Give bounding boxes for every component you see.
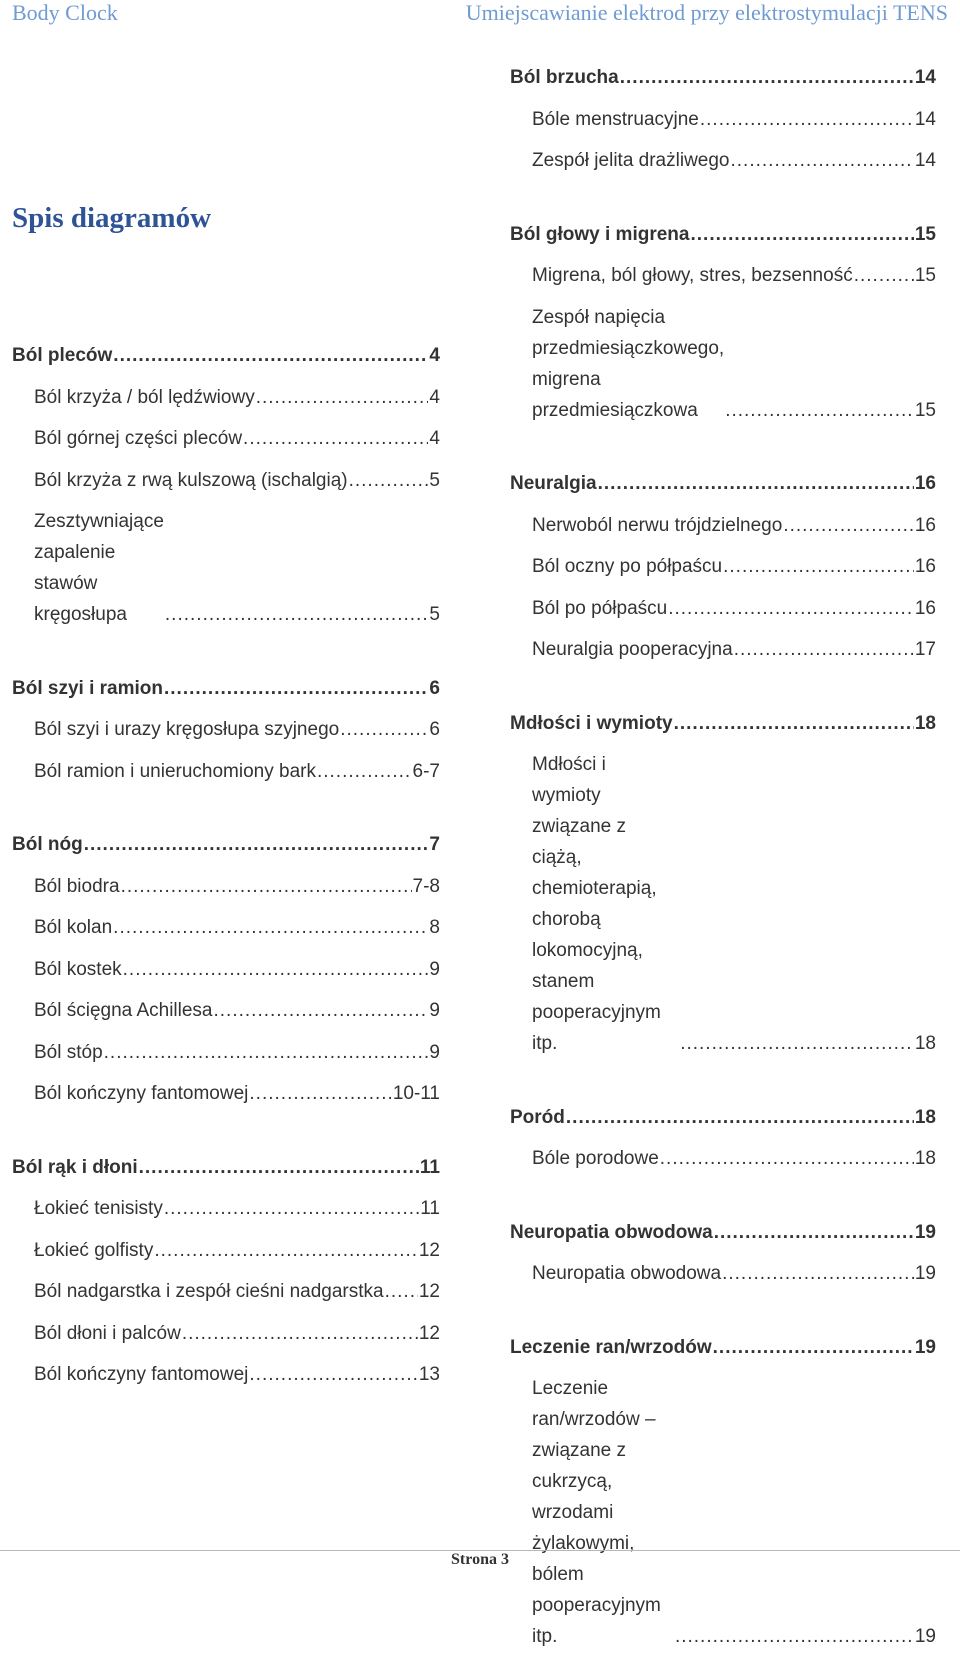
leader-dots <box>714 1217 914 1248</box>
toc-section-neck-shoulder-pain <box>12 673 440 787</box>
toc-entry-label: Ból kostek <box>34 958 122 980</box>
toc-section-wound-healing <box>510 1332 936 1653</box>
toc-entry[interactable] <box>12 954 440 985</box>
leader-dots <box>113 340 428 371</box>
toc-page-number: 5 <box>429 604 440 625</box>
page-number-label: Strona 3 <box>451 1551 509 1568</box>
leader-dots <box>598 468 914 499</box>
toc-entry[interactable] <box>510 634 936 665</box>
toc-page-number: 13 <box>418 1364 440 1385</box>
toc-entry-label: Łokieć golfisty <box>34 1239 154 1261</box>
leader-dots <box>249 1078 391 1109</box>
toc-entry-label: Leczenie ran/wrzodów – związane z cukrzycą, wrzodami żylakowymi, bólem pooperacyjnym itp. <box>532 1378 661 1647</box>
toc-entry-label: Ból kończyny fantomowej <box>34 1083 249 1104</box>
toc-entry-label: Ból rąk i dłoni <box>12 1156 138 1178</box>
toc-heading-entry[interactable] <box>12 673 440 704</box>
toc-page-number: 18 <box>914 1148 936 1169</box>
leader-dots <box>164 673 428 704</box>
toc-page-number: 18 <box>914 1106 936 1128</box>
header-left-title: Body Clock <box>12 0 118 25</box>
toc-entry-label: Ból kolan <box>34 917 113 938</box>
toc-entry[interactable] <box>510 593 936 624</box>
toc-page-number: 19 <box>914 1626 936 1647</box>
leader-dots <box>164 1193 419 1224</box>
toc-entry[interactable] <box>510 104 936 135</box>
toc-entry[interactable] <box>12 1078 440 1109</box>
toc-entry-label: Ból oczny po półpaścu <box>532 556 723 577</box>
leader-dots <box>734 634 914 665</box>
toc-entry[interactable] <box>12 1276 440 1307</box>
toc-section-neuralgia <box>510 468 936 665</box>
toc-page-number: 15 <box>914 399 936 421</box>
leader-dots <box>722 1258 914 1289</box>
toc-heading-entry[interactable] <box>12 1152 440 1183</box>
toc-entry-label: Ból głowy i migrena <box>510 223 690 245</box>
toc-page-number: 6 <box>429 719 440 740</box>
toc-entry[interactable] <box>510 145 936 176</box>
page-title: Spis diagramów <box>12 202 212 234</box>
toc-page-number: 5 <box>429 469 440 491</box>
toc-entry[interactable] <box>510 1258 936 1289</box>
toc-entry-label: Ból kończyny fantomowej <box>34 1364 249 1385</box>
toc-page-number: 16 <box>914 556 936 577</box>
toc-entry[interactable] <box>12 871 440 902</box>
toc-entry-label: Neuralgia <box>510 473 597 494</box>
leader-dots <box>182 1318 418 1349</box>
toc-entry-label: Ból krzyża z rwą kulszową (ischalgią) <box>34 469 348 491</box>
leader-dots <box>674 708 914 739</box>
toc-page-number: 7 <box>429 834 440 855</box>
leader-dots <box>139 1152 419 1183</box>
toc-entry-label: Ból pleców <box>12 345 113 366</box>
leader-dots <box>680 1028 914 1059</box>
toc-page-number: 14 <box>914 108 936 130</box>
toc-entry[interactable] <box>12 423 440 454</box>
page-footer <box>0 1550 960 1569</box>
toc-section-back-pain <box>12 340 440 630</box>
toc-entry-label: Ból brzucha <box>510 67 619 88</box>
toc-entry-label: Ból ramion i unieruchomiony bark <box>34 760 316 782</box>
toc-left-column <box>12 340 440 1401</box>
toc-page-number: 15 <box>914 265 936 286</box>
toc-entry[interactable] <box>510 1143 936 1174</box>
toc-entry[interactable] <box>12 1359 440 1390</box>
toc-page-number: 12 <box>418 1322 440 1344</box>
leader-dots <box>725 395 914 426</box>
toc-heading-entry[interactable] <box>510 62 936 93</box>
leader-dots <box>566 1102 914 1133</box>
toc-page-number: 6-7 <box>412 760 440 782</box>
toc-entry-label: Poród <box>510 1106 565 1128</box>
toc-entry-label: Łokieć tenisisty <box>34 1198 163 1219</box>
toc-page-number: 9 <box>429 1041 440 1063</box>
toc-entry-label: Ból stóp <box>34 1041 103 1063</box>
document-header <box>0 0 960 36</box>
toc-page-number: 4 <box>429 345 440 366</box>
toc-page-number: 16 <box>914 597 936 619</box>
leader-dots <box>317 756 412 787</box>
header-right-title: Umiejscawianie elektrod przy elektrostymulacji TENS <box>465 0 948 25</box>
toc-entry-label: Neuropatia obwodowa <box>510 1221 713 1243</box>
toc-page-number: 4 <box>429 428 440 449</box>
toc-heading-entry[interactable] <box>510 708 936 739</box>
toc-section-headache-migraine <box>510 219 936 426</box>
toc-page-number: 19 <box>914 1336 936 1358</box>
toc-entry[interactable] <box>12 1193 440 1224</box>
toc-entry-label: Ból krzyża / ból lędźwiowy <box>34 386 255 408</box>
toc-section-hand-pain <box>12 1152 440 1391</box>
toc-heading-entry[interactable] <box>510 1332 936 1363</box>
toc-page-number: 16 <box>914 514 936 536</box>
leader-dots <box>256 382 429 413</box>
toc-entry-label: Zespół napięcia przedmiesiączkowego, migrena przedmiesiączkowa <box>532 306 725 421</box>
toc-entry[interactable] <box>510 510 936 541</box>
toc-page-number: 14 <box>914 150 936 171</box>
toc-right-column <box>510 62 936 1663</box>
leader-dots <box>104 1037 429 1068</box>
toc-heading-entry[interactable] <box>12 340 440 371</box>
toc-entry[interactable] <box>12 465 440 496</box>
leader-dots <box>154 1235 418 1266</box>
leader-dots <box>713 1332 914 1363</box>
toc-page-number: 12 <box>418 1239 440 1261</box>
toc-entry[interactable] <box>12 1318 440 1349</box>
toc-entry-label: Bóle porodowe <box>532 1148 659 1169</box>
toc-entry-label: Ból nadgarstka i zespół cieśni nadgarstka <box>34 1281 384 1302</box>
leader-dots <box>660 1143 914 1174</box>
leader-dots <box>723 551 914 582</box>
toc-heading-entry[interactable] <box>510 468 936 499</box>
leader-dots <box>349 465 429 496</box>
toc-page-number: 18 <box>914 712 936 734</box>
toc-entry-label: Nerwoból nerwu trójdzielnego <box>532 514 783 536</box>
toc-entry-label: Neuropatia obwodowa <box>532 1263 722 1284</box>
toc-entry-label: Ból szyi i ramion <box>12 677 163 699</box>
leader-dots <box>385 1276 418 1307</box>
toc-entry[interactable] <box>510 302 936 426</box>
toc-entry[interactable] <box>12 714 440 745</box>
leader-dots <box>700 104 914 135</box>
toc-page-number: 17 <box>914 639 936 660</box>
toc-page-number: 11 <box>420 1198 440 1219</box>
toc-entry[interactable] <box>510 1373 936 1652</box>
toc-entry[interactable] <box>12 1235 440 1266</box>
toc-entry[interactable] <box>12 756 440 787</box>
leader-dots <box>123 954 429 985</box>
toc-page-number: 11 <box>419 1156 440 1178</box>
leader-dots <box>340 714 428 745</box>
leader-dots <box>668 593 914 624</box>
toc-page-number: 12 <box>418 1281 440 1302</box>
toc-section-childbirth <box>510 1102 936 1175</box>
toc-entry-label: Migrena, ból głowy, stres, bezsenność <box>532 265 853 286</box>
toc-entry-label: Zesztywniające zapalenie stawów kręgosłupa <box>34 511 164 625</box>
toc-page-number: 7-8 <box>412 875 440 897</box>
toc-page-number: 8 <box>429 917 440 938</box>
toc-entry-label: Mdłości i wymioty związane z ciążą, chemioterapią, chorobą lokomocyjną, stanem pooperacyjnym itp. <box>532 754 661 1054</box>
leader-dots <box>84 829 429 860</box>
leader-dots <box>854 260 914 291</box>
toc-section-nausea-vomiting <box>510 708 936 1060</box>
toc-page-number: 10-11 <box>392 1083 440 1104</box>
leader-dots <box>121 871 412 902</box>
toc-entry[interactable] <box>12 1037 440 1068</box>
toc-entry[interactable] <box>12 506 440 630</box>
leader-dots <box>731 145 914 176</box>
toc-page-number: 19 <box>914 1221 936 1243</box>
leader-dots <box>113 912 428 943</box>
leader-dots <box>783 510 914 541</box>
toc-entry-label: Ból biodra <box>34 875 120 897</box>
toc-entry[interactable] <box>510 749 936 1059</box>
toc-heading-entry[interactable] <box>510 219 936 250</box>
leader-dots <box>165 599 429 630</box>
toc-page-number: 4 <box>429 386 440 408</box>
toc-heading-entry[interactable] <box>510 1102 936 1133</box>
toc-page-number: 19 <box>914 1263 936 1284</box>
toc-entry-label: Mdłości i wymioty <box>510 712 673 734</box>
toc-section-leg-pain <box>12 829 440 1109</box>
toc-entry-label: Ból nóg <box>12 834 83 855</box>
leader-dots <box>214 995 429 1026</box>
leader-dots <box>249 1359 417 1390</box>
leader-dots <box>690 219 913 250</box>
toc-page-number: 9 <box>429 958 440 980</box>
toc-page-number: 18 <box>914 1033 936 1054</box>
toc-entry[interactable] <box>510 260 936 291</box>
toc-entry[interactable] <box>12 995 440 1026</box>
toc-entry[interactable] <box>510 551 936 582</box>
toc-page-number: 16 <box>914 473 936 494</box>
toc-page-number: 9 <box>429 1000 440 1021</box>
toc-entry-label: Ból po półpaścu <box>532 597 668 619</box>
toc-entry-label: Ból szyi i urazy kręgosłupa szyjnego <box>34 719 340 740</box>
toc-entry-label: Ból ścięgna Achillesa <box>34 1000 213 1021</box>
toc-entry-label: Ból dłoni i palców <box>34 1322 181 1344</box>
toc-entry[interactable] <box>12 382 440 413</box>
toc-entry-label: Bóle menstruacyjne <box>532 108 699 130</box>
toc-section-abdominal-pain <box>510 62 936 176</box>
toc-entry-label: Zespół jelita drażliwego <box>532 150 730 171</box>
leader-dots <box>243 423 428 454</box>
toc-page-number: 6 <box>429 677 440 699</box>
toc-entry-label: Ból górnej części pleców <box>34 428 243 449</box>
toc-section-peripheral-neuropathy <box>510 1217 936 1290</box>
leader-dots <box>675 1621 914 1652</box>
leader-dots <box>620 62 914 93</box>
toc-entry[interactable] <box>12 912 440 943</box>
toc-entry-label: Leczenie ran/wrzodów <box>510 1336 712 1358</box>
toc-heading-entry[interactable] <box>510 1217 936 1248</box>
toc-heading-entry[interactable] <box>12 829 440 860</box>
toc-entry-label: Neuralgia pooperacyjna <box>532 639 733 660</box>
toc-page-number: 14 <box>914 67 936 88</box>
toc-page-number: 15 <box>914 223 936 245</box>
